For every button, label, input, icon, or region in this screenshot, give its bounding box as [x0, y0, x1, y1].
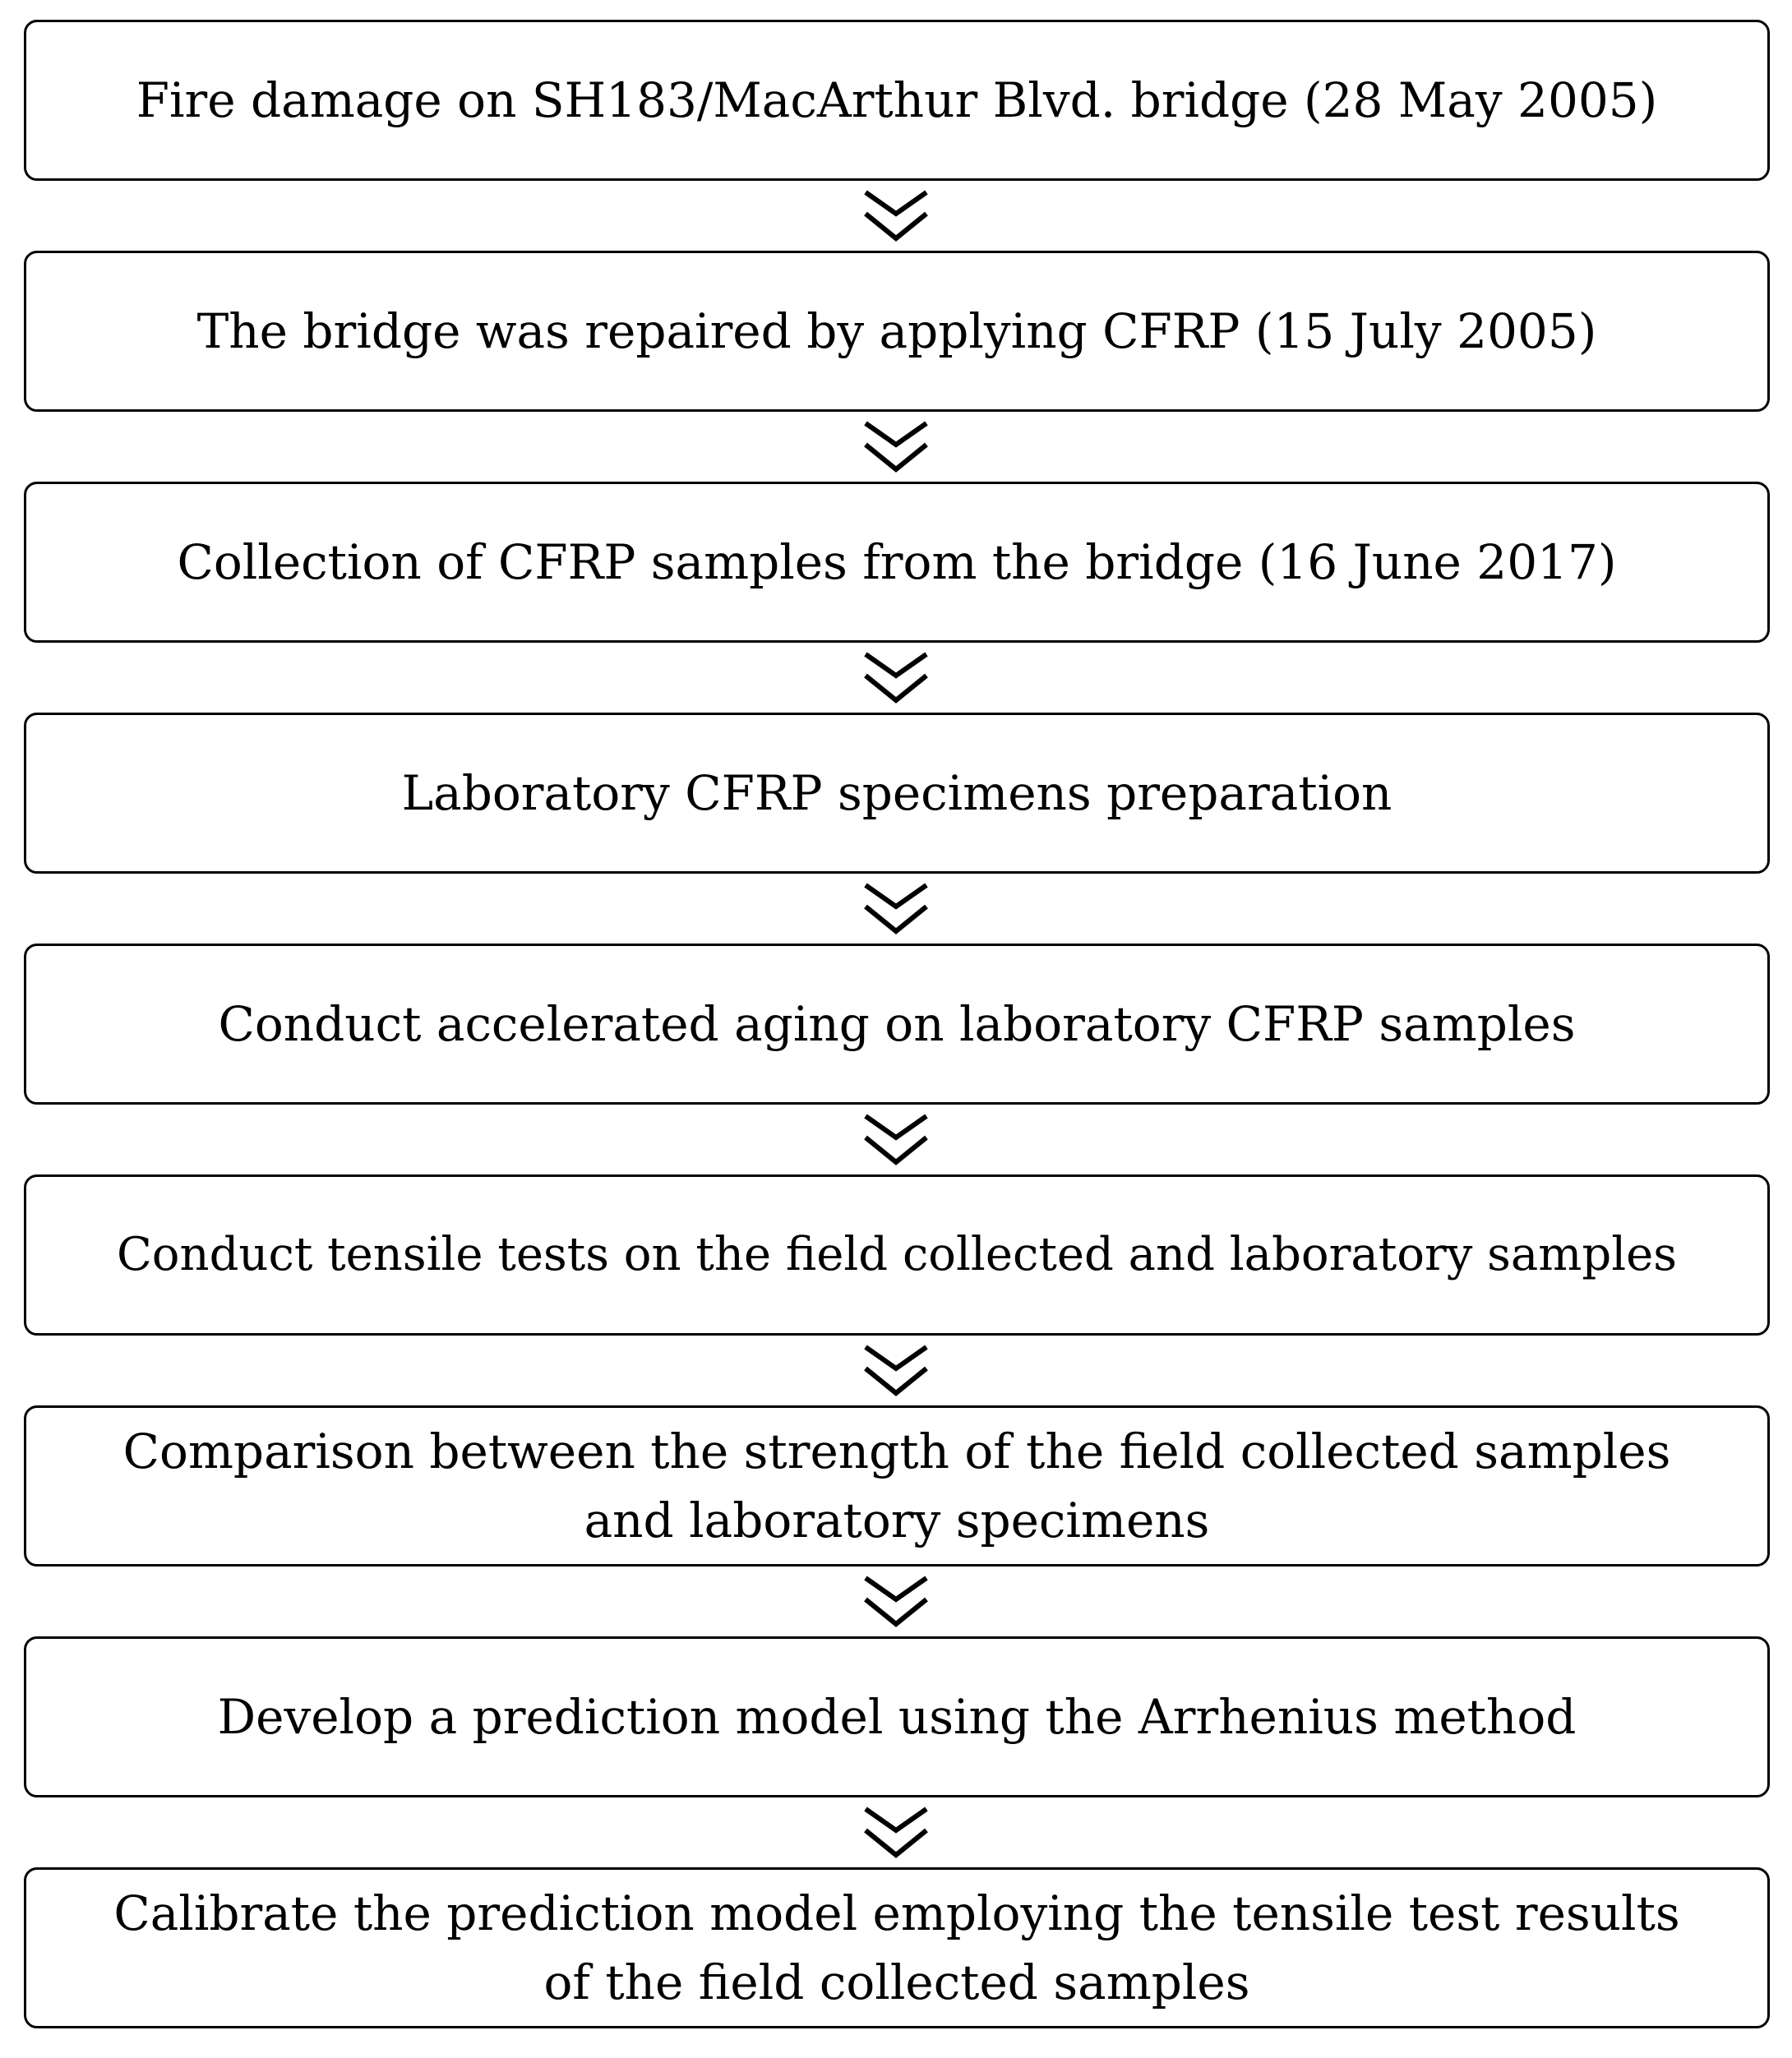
- double-chevron-down-icon: [862, 1806, 930, 1860]
- flow-step-line: Develop a prediction model using the Arrhenius method: [217, 1689, 1577, 1745]
- flow-step-text: [202, 990, 1592, 1059]
- flow-step-line: Fire damage on SH183/MacArthur Blvd. bridge (28 May 2005): [136, 72, 1658, 128]
- flow-step-text: [386, 759, 1409, 828]
- double-chevron-down-icon: [862, 1344, 930, 1398]
- flow-step-repair-cfrp: [24, 251, 1770, 412]
- flow-step-line: Conduct accelerated aging on laboratory CFRP samples: [218, 996, 1576, 1052]
- flow-step-line: Laboratory CFRP specimens preparation: [401, 765, 1392, 821]
- flow-step-line: Conduct tensile tests on the field collected and laboratory samples: [116, 1228, 1678, 1281]
- flow-step-prediction-model: [24, 1636, 1770, 1797]
- flow-step-accelerated-aging: [24, 944, 1770, 1105]
- flow-step-sample-collection: [24, 482, 1770, 643]
- flow-step-line: of the field collected samples: [543, 1954, 1250, 2010]
- flow-step-text: [107, 1417, 1688, 1555]
- double-chevron-down-icon: [862, 189, 930, 243]
- flow-step-model-calibration: [24, 1867, 1770, 2028]
- flow-step-text: [201, 1682, 1593, 1751]
- double-chevron-down-icon: [862, 420, 930, 474]
- flow-step-line: Collection of CFRP samples from the bridge (16 June 2017): [177, 534, 1617, 590]
- flow-step-strength-comparison: [24, 1405, 1770, 1567]
- flow-step-text: [160, 528, 1633, 597]
- double-chevron-down-icon: [862, 1575, 930, 1629]
- flow-step-specimen-preparation: [24, 713, 1770, 874]
- flow-step-text: [120, 66, 1674, 135]
- flow-step-line: Calibrate the prediction model employing the tensile test results: [113, 1885, 1680, 1941]
- flow-step-fire-damage: [24, 20, 1770, 181]
- flow-step-text: [97, 1879, 1696, 2017]
- flow-step-text: [181, 297, 1614, 366]
- flow-step-line: and laboratory specimens: [584, 1493, 1210, 1548]
- double-chevron-down-icon: [862, 651, 930, 705]
- double-chevron-down-icon: [862, 882, 930, 936]
- flow-step-line: The bridge was repaired by applying CFRP (15 July 2005): [196, 303, 1597, 359]
- flow-step-line: Comparison between the strength of the field collected samples: [122, 1424, 1671, 1479]
- flow-step-text: [100, 1220, 1693, 1290]
- double-chevron-down-icon: [862, 1113, 930, 1167]
- flow-step-tensile-tests: [24, 1174, 1770, 1336]
